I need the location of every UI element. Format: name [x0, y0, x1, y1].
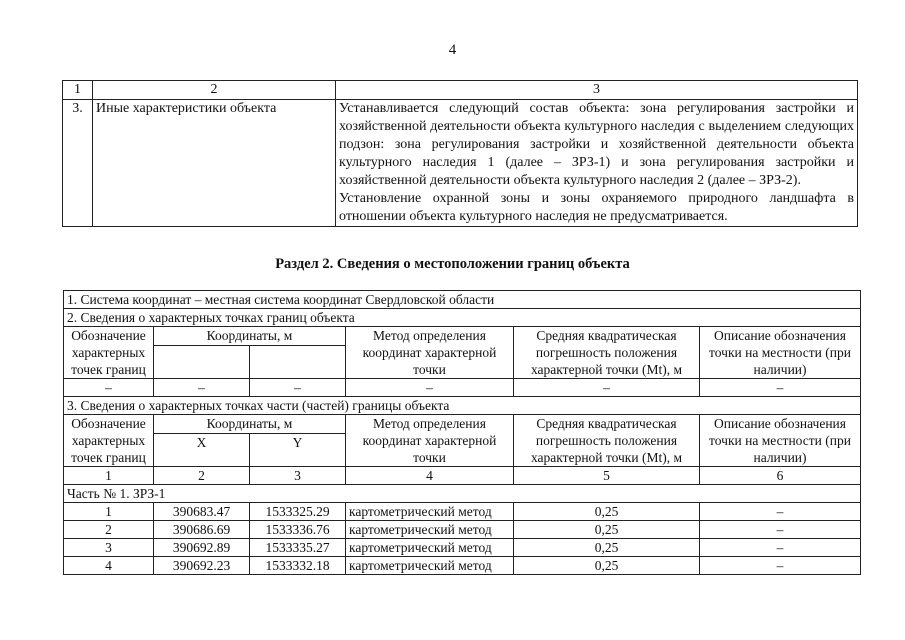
error-cell: 0,25	[514, 521, 700, 539]
empty-cell: –	[700, 379, 861, 397]
column-number: 2	[154, 467, 250, 485]
table1-row-value	[336, 100, 858, 227]
error-header: Средняя квадратическая погрешность положения характерной точки (Mt), м	[514, 327, 700, 379]
description-cell: –	[700, 557, 861, 575]
y-coordinate: 1533335.27	[250, 539, 346, 557]
table1-header-row	[63, 81, 858, 100]
method-cell: картометрический метод	[346, 557, 514, 575]
description-cell: –	[700, 503, 861, 521]
empty-cell: –	[64, 379, 154, 397]
column-number: 6	[700, 467, 861, 485]
column-number: 4	[346, 467, 514, 485]
table-row	[64, 521, 861, 539]
table1-row	[63, 100, 858, 227]
x-coordinate: 390692.23	[154, 557, 250, 575]
designation-header: Обозначение характерных точек границ	[64, 327, 154, 379]
column-number: 5	[514, 467, 700, 485]
protection-zone-paragraph: Установление охранной зоны и зоны охраняемого природного ландшафта в отношении объекта культурного наследия не предусматривается.	[339, 191, 854, 224]
table-row	[64, 557, 861, 575]
description-header: Описание обозначения точки на местности (при наличии)	[700, 327, 861, 379]
header-row-a	[64, 327, 861, 346]
empty-data-row	[64, 379, 861, 397]
table1-header-cell: 2	[93, 81, 336, 100]
part-label-row: Часть № 1. ЗРЗ-1	[64, 485, 861, 503]
description-header: Описание обозначения точки на местности (при наличии)	[700, 415, 861, 467]
description-cell: –	[700, 539, 861, 557]
y-header: Y	[250, 434, 346, 467]
description-cell: –	[700, 521, 861, 539]
method-header: Метод определения координат характерной точки	[346, 327, 514, 379]
column-number: 3	[250, 467, 346, 485]
header-row-c	[64, 415, 861, 434]
method-header: Метод определения координат характерной точки	[346, 415, 514, 467]
method-cell: картометрический метод	[346, 503, 514, 521]
x-header: X	[154, 434, 250, 467]
coordinate-system-row: 1. Система координат – местная система координат Свердловской области	[64, 291, 861, 309]
object-characteristics-table	[62, 80, 858, 227]
empty-cell: –	[250, 379, 346, 397]
boundary-points-table	[63, 290, 861, 575]
error-cell: 0,25	[514, 503, 700, 521]
section3-heading-row: 3. Сведения о характерных точках части (частей) границы объекта	[64, 397, 861, 415]
table1-row-name: Иные характеристики объекта	[93, 100, 336, 227]
page-number: 4	[448, 42, 457, 58]
point-number: 4	[64, 557, 154, 575]
error-cell: 0,25	[514, 557, 700, 575]
error-cell: 0,25	[514, 539, 700, 557]
empty-cell: –	[514, 379, 700, 397]
empty-cell: –	[346, 379, 514, 397]
section-title: Раздел 2. Сведения о местоположении границ объекта	[275, 256, 630, 272]
x-coordinate: 390683.47	[154, 503, 250, 521]
point-number: 1	[64, 503, 154, 521]
coordinates-header: Координаты, м	[154, 327, 346, 346]
x-coordinate: 390686.69	[154, 521, 250, 539]
column-number-row	[64, 467, 861, 485]
section2-heading-row: 2. Сведения о характерных точках границ объекта	[64, 309, 861, 327]
designation-header: Обозначение характерных точек границ	[64, 415, 154, 467]
table-row	[64, 503, 861, 521]
table-row	[64, 539, 861, 557]
coordinates-header: Координаты, м	[154, 415, 346, 434]
point-number: 3	[64, 539, 154, 557]
x-coordinate: 390692.89	[154, 539, 250, 557]
x-header-empty	[154, 346, 250, 379]
error-header: Средняя квадратическая погрешность положения характерной точки (Mt), м	[514, 415, 700, 467]
y-coordinate: 1533325.29	[250, 503, 346, 521]
point-number: 2	[64, 521, 154, 539]
table1-header-cell: 3	[336, 81, 858, 100]
column-number: 1	[64, 467, 154, 485]
empty-cell: –	[154, 379, 250, 397]
composition-paragraph: Устанавливается следующий состав объекта: зона регулирования застройки и хозяйственной деятельности объекта культурного наследия с выделением следующих подзон: зона регулирования застройки и хозяйственной деятельности объекта культурного наследия 1 (далее – ЗРЗ-1) и зона регулирования застройки и хозяйственной деятельности объекта культурного наследия 2 (далее – ЗРЗ-2).	[339, 101, 854, 188]
method-cell: картометрический метод	[346, 539, 514, 557]
table1-row-number: 3.	[63, 100, 93, 227]
y-header-empty	[250, 346, 346, 379]
y-coordinate: 1533336.76	[250, 521, 346, 539]
y-coordinate: 1533332.18	[250, 557, 346, 575]
method-cell: картометрический метод	[346, 521, 514, 539]
table1-header-cell: 1	[63, 81, 93, 100]
